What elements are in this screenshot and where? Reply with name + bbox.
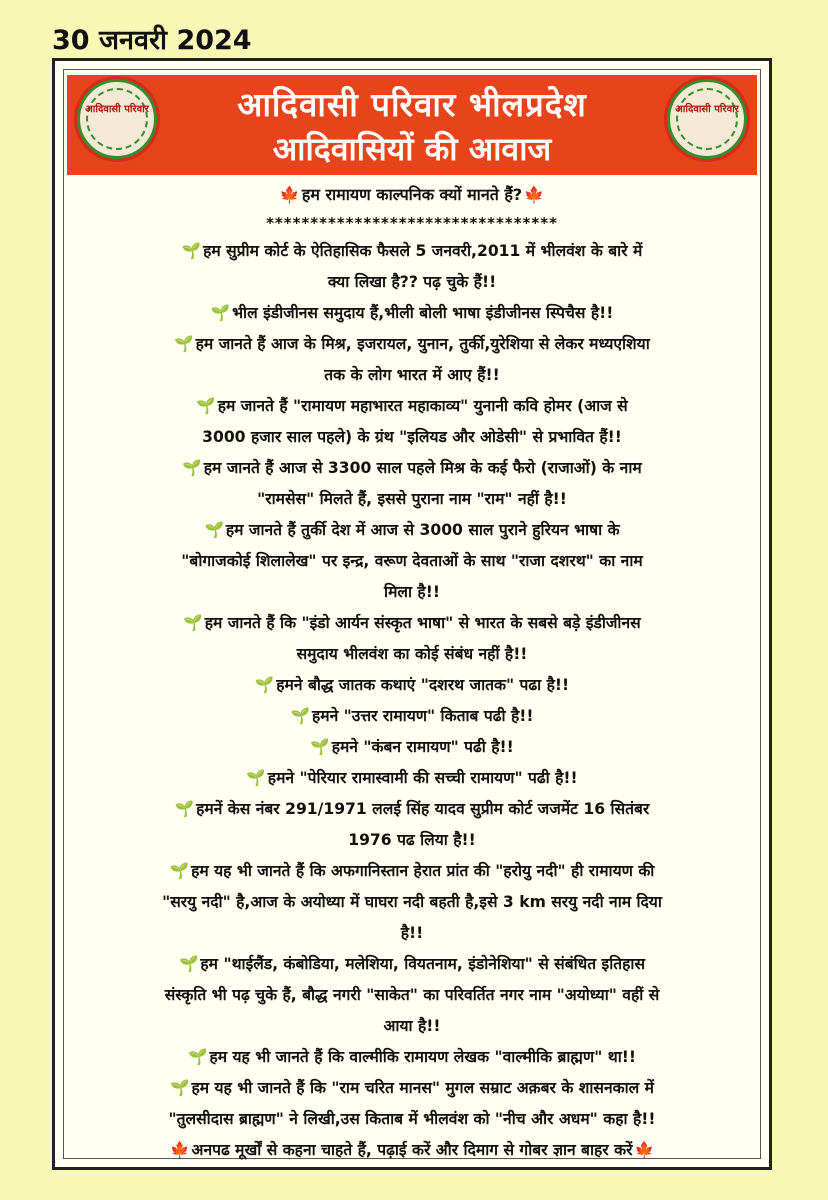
statement-text: हम जानते हैं "रामायण महाभारत महाकाव्य" युनानी कवि होमर (आज से xyxy=(217,397,628,415)
date-label: 30 जनवरी 2024 xyxy=(52,25,252,56)
star-divider: ********************************* xyxy=(266,214,558,232)
statement-text: मिला है!! xyxy=(384,583,440,601)
statement-line xyxy=(64,825,760,856)
statement-text: हम जानते हैं आज के मिश्र, इजरायल, युनान, तुर्की,युरेशिया से लेकर मध्यएशिया xyxy=(195,335,650,353)
sprout-icon: 🌱 xyxy=(182,459,202,477)
statement-text: हम जानते हैं आज से 3300 साल पहले मिश्र के कई फैरो (राजाओं) के नाम xyxy=(203,459,642,477)
statement-line xyxy=(64,856,760,887)
statement-text: भील इंडीजीनस समुदाय हैं,भीली बोली भाषा इंडीजीनस स्पिचैस है!! xyxy=(232,304,614,322)
statement-line xyxy=(64,546,760,577)
heading-text: हम रामायण काल्पनिक क्यों मानते हैं? xyxy=(301,185,523,204)
statement-text: हम जानते हैं तुर्की देश में आज से 3000 साल पुराने हुरियन भाषा के xyxy=(225,521,620,539)
poster-body xyxy=(64,179,760,1166)
statement-line xyxy=(64,484,760,515)
statement-line xyxy=(64,329,760,360)
maple-leaf-icon: 🍁 xyxy=(524,185,545,204)
statement-text: संस्कृति भी पढ़ चुके हैं, बौद्ध नगरी "साकेत" का परिवर्तित नगर नाम "अयोध्या" वहीं से xyxy=(164,986,660,1004)
statement-text: समुदाय भीलवंश का कोई संबंध नहीं है!! xyxy=(296,645,528,663)
sprout-icon: 🌱 xyxy=(290,707,310,725)
right-seal-text: आदिवासी परिवार xyxy=(675,104,739,115)
statement-text: हम यह भी जानते हैं कि वाल्मीकि रामायण लेखक "वाल्मीकि ब्राह्मण" था!! xyxy=(209,1048,636,1066)
statement-line xyxy=(64,1011,760,1042)
statement-text: 3000 हजार साल पहले) के ग्रंथ "इलियड और ओडेसी" से प्रभावित हैं!! xyxy=(202,428,622,446)
statement-line xyxy=(64,670,760,701)
statement-line xyxy=(64,360,760,391)
statement-text: हमने "पेरियार रामास्वामी की सच्ची रामायण" पढी है!! xyxy=(267,769,578,787)
left-seal-text: आदिवासी परिवार xyxy=(85,104,149,115)
statement-line xyxy=(64,267,760,298)
closing-text: अनपढ मूर्खों से कहना चाहते हैं, पढ़ाई करें और दिमाग से गोबर ज्ञान बाहर करें xyxy=(191,1141,633,1159)
sprout-icon: 🌱 xyxy=(204,521,224,539)
header-banner xyxy=(67,75,757,175)
sprout-icon: 🌱 xyxy=(174,800,195,818)
statement-text: हम "थाईलैंड, कंबोडिया, मलेशिया, वियतनाम, इंडोनेशिया" से संबंधित इतिहास xyxy=(200,955,645,973)
statement-line xyxy=(64,608,760,639)
statement-text: हमने "कंबन रामायण" पढी है!! xyxy=(331,738,514,756)
statement-line xyxy=(64,763,760,794)
statement-line xyxy=(64,1073,760,1104)
statement-line xyxy=(64,236,760,267)
statement-line xyxy=(64,1042,760,1073)
statement-text: 1976 पढ लिया है!! xyxy=(348,831,476,849)
statement-text: हम सुप्रीम कोर्ट के ऐतिहासिक फैसले 5 जनवरी,2011 में भीलवंश के बारे में xyxy=(203,242,643,260)
maple-leaf-icon: 🍁 xyxy=(634,1141,654,1159)
statement-line xyxy=(64,391,760,422)
statement-line xyxy=(64,949,760,980)
sprout-icon: 🌱 xyxy=(178,955,199,973)
sprout-icon: 🌱 xyxy=(196,397,216,415)
statement-line xyxy=(64,422,760,453)
statement-line xyxy=(64,515,760,546)
statement-text: हम यह भी जानते हैं कि "राम चरित मानस" मुगल सम्राट अक़बर के शासनकाल में xyxy=(191,1079,654,1097)
sprout-icon: 🌱 xyxy=(210,304,231,322)
statement-line xyxy=(64,794,760,825)
statement-text: तक के लोग भारत में आए हैं!! xyxy=(324,366,500,384)
sprout-icon: 🌱 xyxy=(181,242,202,260)
statement-line xyxy=(64,639,760,670)
closing-line xyxy=(64,1135,760,1166)
statement-text: है!! xyxy=(400,924,424,942)
statement-text: हमने "उत्तर रामायण" किताब पढी है!! xyxy=(311,707,534,725)
statement-text: क्या लिखा है?? पढ़ चुके हैं!! xyxy=(327,273,497,291)
statement-line xyxy=(64,298,760,329)
sprout-icon: 🌱 xyxy=(183,614,203,632)
statement-line xyxy=(64,701,760,732)
statement-text: "तुलसीदास ब्राह्मण" ने लिखी,उस किताब में भीलवंश को "नीच और अधम" कहा है!! xyxy=(168,1110,656,1128)
statement-line xyxy=(64,577,760,608)
statement-line xyxy=(64,980,760,1011)
statement-text: हम जानते हैं कि "इंडो आर्यन संस्कृत भाषा" से भारत के सबसे बड़े इंडीजीनस xyxy=(204,614,641,632)
sprout-icon: 🌱 xyxy=(310,738,330,756)
maple-leaf-icon: 🍁 xyxy=(170,1141,190,1159)
statement-text: हम यह भी जानते हैं कि अफगानिस्तान हेरात प्रांत की "हरोयु नदी" ही रामायण की xyxy=(191,862,655,880)
statement-text: आया है!! xyxy=(383,1017,441,1035)
sprout-icon: 🌱 xyxy=(254,676,275,694)
statement-text: "बोगाजकोई शिलालेख" पर इन्द्र, वरूण देवताओं के साथ "राजा दशरथ" का नाम xyxy=(181,552,643,570)
heading-line xyxy=(64,179,760,210)
poster-frame xyxy=(52,58,772,1170)
sprout-icon: 🌱 xyxy=(246,769,266,787)
sprout-icon: 🌱 xyxy=(170,1079,190,1097)
statement-line xyxy=(64,887,760,918)
poster-inner-border xyxy=(63,69,761,1159)
maple-leaf-icon: 🍁 xyxy=(279,185,300,204)
sprout-icon: 🌱 xyxy=(188,1048,208,1066)
statement-line xyxy=(64,1104,760,1135)
statement-text: "रामसेस" मिलते हैं, इससे पुराना नाम "राम" नहीं है!! xyxy=(257,490,567,508)
sprout-icon: 🌱 xyxy=(174,335,194,353)
statement-list xyxy=(64,236,760,1135)
statement-line xyxy=(64,732,760,763)
banner-title: आदिवासी परिवार भीलप्रदेश xyxy=(237,85,587,124)
statement-text: "सरयु नदी" है,आज के अयोध्या में घाघरा नदी बहती है,इसे 3 km सरयु नदी नाम दिया xyxy=(162,893,662,911)
sprout-icon: 🌱 xyxy=(169,862,190,880)
statement-line xyxy=(64,453,760,484)
statement-text: हमनें केस नंबर 291/1971 ललई सिंह यादव सुप्रीम कोर्ट जजमेंट 16 सितंबर xyxy=(196,800,650,818)
statement-line xyxy=(64,918,760,949)
banner-subtitle: आदिवासियों की आवाज xyxy=(272,130,552,168)
right-seal-logo xyxy=(667,79,747,159)
statement-text: हमने बौद्ध जातक कथाएं "दशरथ जातक" पढा है!! xyxy=(276,676,570,694)
